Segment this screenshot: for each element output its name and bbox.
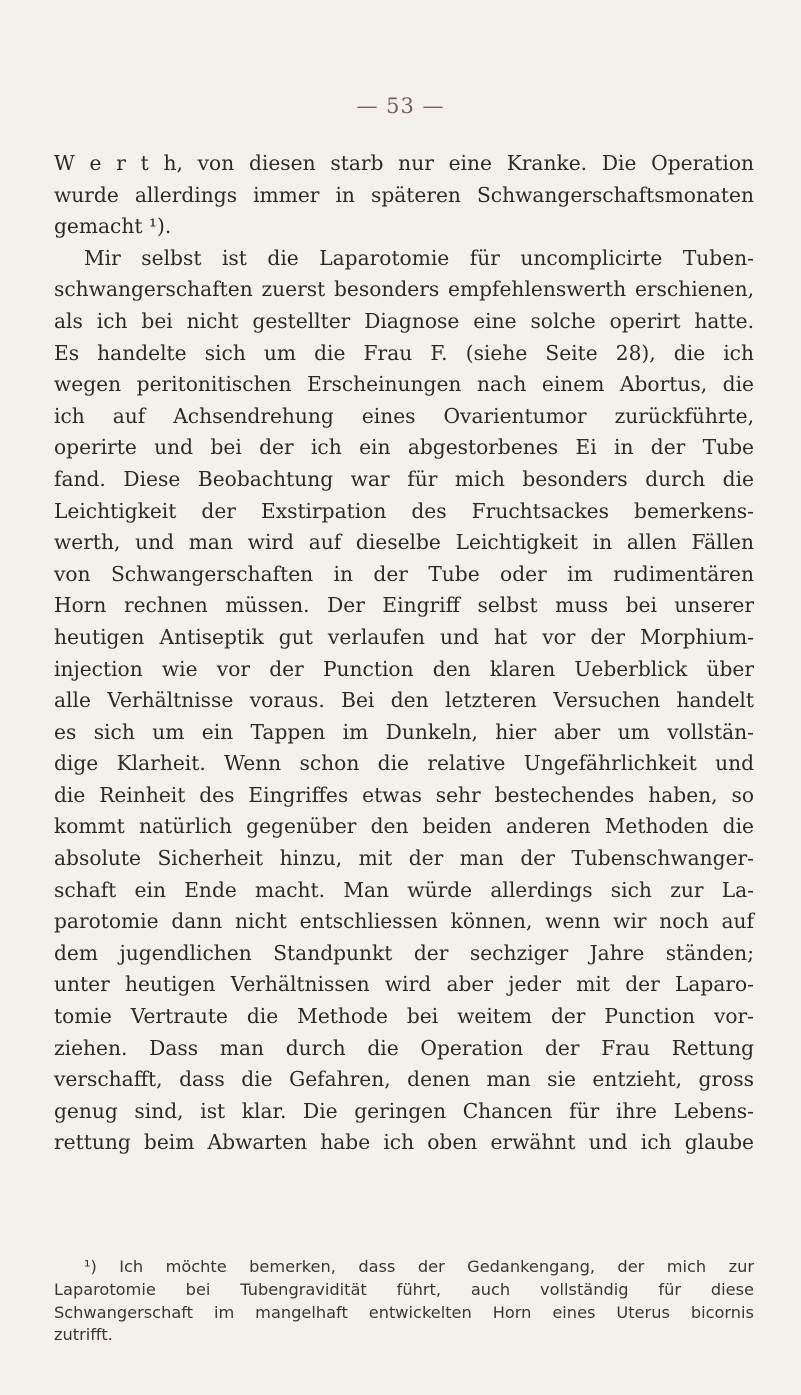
- text-line: schwangerschaften zuerst besonders empfehlenswerth erschienen,: [54, 277, 754, 302]
- text-line: heutigen Antiseptik gut verlaufen und hat vor der Morphium-: [54, 624, 754, 649]
- text-line: schaft ein Ende macht. Man würde allerdings sich zur La-: [54, 877, 754, 902]
- footnote-line: Schwangerschaft im mangelhaft entwickelten Horn eines Uterus bicornis: [54, 1302, 754, 1322]
- text-line: operirte und bei der ich ein abgestorbenes Ei in der Tube: [54, 435, 754, 460]
- text-line: ich auf Achsendrehung eines Ovarientumor zurückführte,: [54, 403, 754, 428]
- text-line: rettung beim Abwarten habe ich oben erwähnt und ich glaube: [54, 1130, 754, 1155]
- text-line: Es handelte sich um die Frau F. (siehe Seite 28), die ich: [54, 340, 754, 365]
- text-line: Leichtigkeit der Exstirpation des Fruchtsackes bemerkens-: [54, 498, 754, 523]
- text-line: unter heutigen Verhältnissen wird aber jeder mit der Laparo-: [54, 972, 754, 997]
- text-line: alle Verhältnisse voraus. Bei den letzteren Versuchen handelt: [54, 688, 754, 713]
- text-line: wegen peritonitischen Erscheinungen nach einem Abortus, die: [54, 372, 754, 397]
- text-line: genug sind, ist klar. Die geringen Chancen für ihre Lebens-: [54, 1098, 754, 1123]
- text-line: parotomie dann nicht entschliessen können, wenn wir noch auf: [54, 909, 754, 934]
- text-line: als ich bei nicht gestellter Diagnose eine solche operirt hatte.: [54, 308, 754, 333]
- body-text: [54, 148, 754, 1159]
- text-line: kommt natürlich gegenüber den beiden anderen Methoden die: [54, 814, 754, 839]
- footnote-line: zutrifft.: [54, 1325, 113, 1345]
- text-line: Mir selbst ist die Laparotomie für uncomplicirte Tuben-: [84, 245, 754, 270]
- text-line: fand. Diese Beobachtung war für mich besonders durch die: [54, 466, 754, 491]
- text-line: tomie Vertraute die Methode bei weitem der Punction vor-: [54, 1004, 754, 1029]
- text-line: dem jugendlichen Standpunkt der sechziger Jahre ständen;: [54, 940, 754, 965]
- text-line: dige Klarheit. Wenn schon die relative Ungefährlichkeit und: [54, 751, 754, 776]
- footnote-line: Laparotomie bei Tubengravidität führt, auch vollständig für diese: [54, 1279, 754, 1299]
- text-line: wurde allerdings immer in späteren Schwangerschaftsmonaten: [54, 182, 754, 207]
- text-line: Horn rechnen müssen. Der Eingriff selbst muss bei unserer: [54, 593, 754, 618]
- text-line: injection wie vor der Punction den klaren Ueberblick über: [54, 656, 754, 681]
- footnote: [54, 1256, 754, 1347]
- text-line: ziehen. Dass man durch die Operation der Frau Rettung: [54, 1035, 754, 1060]
- text-line: es sich um ein Tappen im Dunkeln, hier aber um vollstän-: [54, 719, 754, 744]
- text-line: verschafft, dass die Gefahren, denen man sie entzieht, gross: [54, 1067, 754, 1092]
- page-number: — 53 —: [356, 94, 445, 118]
- footnote-line: ¹) Ich möchte bemerken, dass der Gedankengang, der mich zur: [84, 1257, 754, 1276]
- text-line: werth, und man wird auf dieselbe Leichtigkeit in allen Fällen: [54, 530, 754, 555]
- text-line: von Schwangerschaften in der Tube oder im rudimentären: [54, 561, 754, 586]
- text-line: die Reinheit des Eingriffes etwas sehr bestechendes haben, so: [54, 782, 754, 807]
- text-line: W e r t h, von diesen starb nur eine Kranke. Die Operation: [54, 151, 754, 175]
- text-line: absolute Sicherheit hinzu, mit der man der Tubenschwanger-: [54, 846, 754, 871]
- text-line: gemacht ¹).: [54, 214, 172, 239]
